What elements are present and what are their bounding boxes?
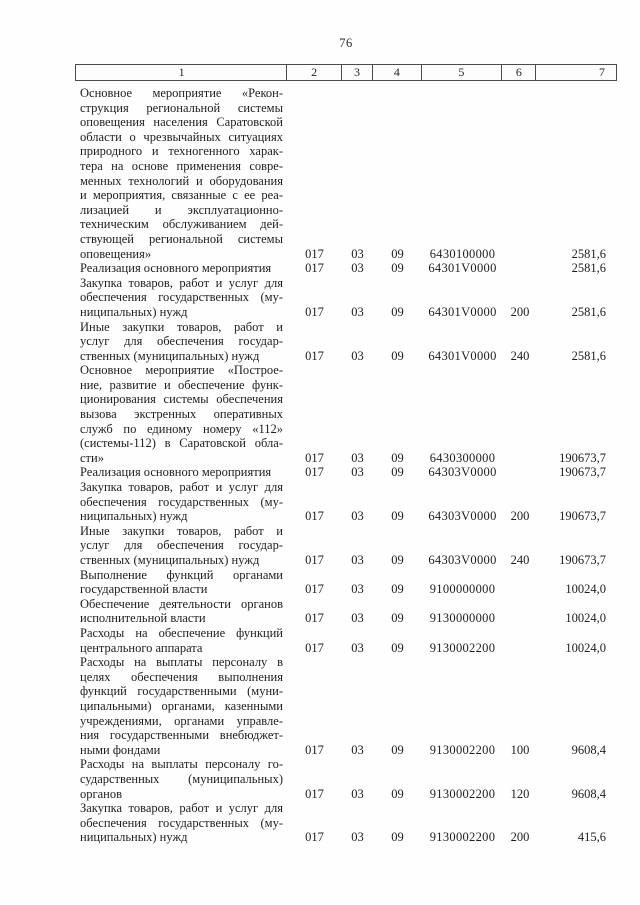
description-line: функций государственными (муни- xyxy=(80,684,283,699)
amount-cell: 190673,7 xyxy=(559,465,606,480)
description-line: Иные закупки товаров, работ и xyxy=(80,319,283,334)
table-row xyxy=(75,465,617,480)
description-line: струкция региональной системы xyxy=(80,100,283,115)
header-cell-5: 5 xyxy=(422,65,503,80)
agency-code-cell: 017 xyxy=(305,553,324,567)
amount-cell: 9608,4 xyxy=(571,786,606,801)
description-line: центрального аппарата xyxy=(80,640,203,655)
header-cell-7: 7 xyxy=(599,65,606,79)
description-line: Расходы на выплаты персоналу в xyxy=(80,655,283,670)
target-article-cell: 9130002200 xyxy=(429,786,496,801)
subsection-code-cell: 09 xyxy=(391,611,404,626)
description-line: обеспечения государственных (му- xyxy=(80,290,283,305)
header-cell-2: 2 xyxy=(287,65,342,80)
description-line: Иные закупки товаров, работ и xyxy=(80,523,283,538)
target-article-cell: 9130002200 xyxy=(429,742,496,757)
description-line: обеспечения государственных (му- xyxy=(80,815,283,830)
target-article-cell: 9130000000 xyxy=(429,611,496,626)
subsection-code-cell: 09 xyxy=(391,246,404,261)
description-line: ными фондами xyxy=(80,742,161,757)
subsection-code-cell: 09 xyxy=(391,830,404,845)
description-cell xyxy=(75,524,287,568)
section-code-cell: 03 xyxy=(351,611,364,626)
amount-cell: 190673,7 xyxy=(559,509,606,524)
description-cell xyxy=(75,626,287,655)
description-line: оповещения населения Саратовской xyxy=(80,115,283,130)
subsection-code-cell: 09 xyxy=(391,261,404,276)
amount-cell: 190673,7 xyxy=(559,450,606,465)
table-row xyxy=(75,524,617,568)
amount-cell: 2581,6 xyxy=(571,348,606,363)
header-cell-4: 4 xyxy=(373,65,422,80)
agency-code-cell: 017 xyxy=(305,304,324,319)
table-row xyxy=(75,801,617,845)
agency-code-cell: 017 xyxy=(305,786,324,801)
amount-cell: 415,6 xyxy=(577,830,606,845)
section-code-cell: 03 xyxy=(351,553,364,567)
section-code-cell: 03 xyxy=(351,304,364,319)
agency-code-cell: 017 xyxy=(305,830,324,845)
target-article-cell: 9130002200 xyxy=(429,640,496,655)
subsection-code-cell: 09 xyxy=(391,582,404,597)
subsection-code-cell: 09 xyxy=(391,742,404,757)
expense-type-cell: 200 xyxy=(510,304,530,319)
agency-code-cell: 017 xyxy=(305,640,324,655)
table-body xyxy=(75,81,617,845)
amount-cell: 10024,0 xyxy=(565,640,606,655)
table-row xyxy=(75,261,617,276)
description-line: Реализация основного мероприятия xyxy=(80,465,272,480)
description-line: Закупка товаров, работ и услуг для xyxy=(80,801,283,816)
description-line: ниципальных) нужд xyxy=(80,304,188,319)
expense-type-cell: 240 xyxy=(510,553,530,567)
description-cell xyxy=(75,597,287,626)
target-article-cell: 64303V0000 xyxy=(428,465,497,480)
description-line: исполнительной власти xyxy=(80,611,206,626)
description-line: органов xyxy=(80,786,123,801)
table-row xyxy=(75,480,617,524)
agency-code-cell: 017 xyxy=(305,246,324,261)
description-cell xyxy=(75,568,287,597)
description-line: государственной власти xyxy=(80,582,208,597)
description-cell xyxy=(75,465,287,480)
description-cell xyxy=(75,261,287,276)
subsection-code-cell: 09 xyxy=(391,450,404,465)
section-code-cell: 03 xyxy=(351,582,364,597)
description-line: области о чрезвычайных ситуациях xyxy=(80,129,283,144)
description-line: тера на основе применения совре- xyxy=(80,158,283,173)
description-cell xyxy=(75,86,287,261)
target-article-cell: 9130002200 xyxy=(429,830,496,845)
agency-code-cell: 017 xyxy=(305,450,324,465)
amount-cell: 10024,0 xyxy=(565,582,606,597)
section-code-cell: 03 xyxy=(351,786,364,801)
agency-code-cell: 017 xyxy=(305,611,324,626)
description-line: вызова экстренных оперативных xyxy=(80,407,283,422)
section-code-cell: 03 xyxy=(351,830,364,845)
expense-type-cell: 200 xyxy=(510,830,530,845)
target-article-cell: 64301V0000 xyxy=(428,261,497,276)
description-line: ственных (муниципальных) нужд xyxy=(80,553,260,567)
table-row xyxy=(75,655,617,757)
section-code-cell: 03 xyxy=(351,261,364,276)
description-cell xyxy=(75,480,287,524)
description-line: услуг для обеспечения государ- xyxy=(80,538,283,553)
amount-cell: 190673,7 xyxy=(559,553,606,567)
description-line: Выполнение функций органами xyxy=(80,567,283,582)
description-line: техническим обслуживанием дей- xyxy=(80,217,283,232)
subsection-code-cell: 09 xyxy=(391,348,404,363)
table-row xyxy=(75,626,617,655)
subsection-code-cell: 09 xyxy=(391,465,404,480)
expense-type-cell: 100 xyxy=(510,742,530,757)
header-cell-6: 6 xyxy=(502,65,536,80)
amount-cell: 9608,4 xyxy=(571,742,606,757)
description-cell xyxy=(75,801,287,845)
description-line: менных технологий и оборудования xyxy=(80,173,283,188)
header-cell-1: 1 xyxy=(76,65,287,80)
table-row xyxy=(75,86,617,261)
target-article-cell: 64303V0000 xyxy=(428,509,497,524)
description-line: сти» xyxy=(80,450,104,465)
description-line: Расходы на выплаты персоналу го- xyxy=(80,757,283,772)
table-row xyxy=(75,320,617,364)
target-article-cell: 64303V0000 xyxy=(428,553,497,567)
header-cell-3: 3 xyxy=(342,65,373,80)
description-line: услуг для обеспечения государ- xyxy=(80,334,283,349)
table-row xyxy=(75,757,617,801)
description-line: ниципальных) нужд xyxy=(80,830,188,845)
expense-type-cell: 200 xyxy=(510,509,530,524)
budget-table xyxy=(75,64,617,845)
subsection-code-cell: 09 xyxy=(391,640,404,655)
agency-code-cell: 017 xyxy=(305,509,324,524)
table-header-row xyxy=(75,64,617,81)
description-line: оповещения» xyxy=(80,246,152,261)
amount-cell: 2581,6 xyxy=(571,246,606,261)
target-article-cell: 6430100000 xyxy=(429,246,496,261)
agency-code-cell: 017 xyxy=(305,582,324,597)
description-cell xyxy=(75,655,287,757)
description-line: обеспечения государственных (му- xyxy=(80,494,283,509)
target-article-cell: 9100000000 xyxy=(429,582,496,597)
agency-code-cell: 017 xyxy=(305,348,324,363)
expense-type-cell: 240 xyxy=(510,348,530,363)
agency-code-cell: 017 xyxy=(305,465,324,480)
table-row xyxy=(75,597,617,626)
description-line: природного и техногенного харак- xyxy=(80,144,283,159)
subsection-code-cell: 09 xyxy=(391,553,404,567)
description-line: Основное мероприятие «Рекон- xyxy=(80,86,283,100)
description-line: ционирования системы обеспечения xyxy=(80,392,283,407)
description-cell xyxy=(75,320,287,364)
description-line: Закупка товаров, работ и услуг для xyxy=(80,275,283,290)
description-line: ципальными) органами, казенными xyxy=(80,698,283,713)
target-article-cell: 64301V0000 xyxy=(428,304,497,319)
description-line: (системы-112) в Саратовской обла- xyxy=(80,436,283,451)
description-line: сударственных (муниципальных) xyxy=(80,771,283,786)
description-line: лизацией и эксплуатационно- xyxy=(80,202,283,217)
description-line: Расходы на обеспечение функций xyxy=(80,625,283,640)
description-line: Обеспечение деятельности органов xyxy=(80,596,283,611)
section-code-cell: 03 xyxy=(351,509,364,524)
section-code-cell: 03 xyxy=(351,348,364,363)
amount-cell: 2581,6 xyxy=(571,261,606,276)
description-cell xyxy=(75,363,287,465)
amount-cell: 2581,6 xyxy=(571,304,606,319)
amount-cell: 10024,0 xyxy=(565,611,606,626)
description-line: ственных (муниципальных) нужд xyxy=(80,348,260,363)
description-line: Закупка товаров, работ и услуг для xyxy=(80,480,283,495)
description-line: учреждениями, органами управле- xyxy=(80,713,283,728)
description-line: ния государственными внебюджет- xyxy=(80,728,283,743)
expense-type-cell: 120 xyxy=(510,786,530,801)
subsection-code-cell: 09 xyxy=(391,786,404,801)
table-row xyxy=(75,568,617,597)
subsection-code-cell: 09 xyxy=(391,304,404,319)
description-line: Реализация основного мероприятия xyxy=(80,261,272,276)
description-line: Основное мероприятие «Построе- xyxy=(80,363,283,378)
section-code-cell: 03 xyxy=(351,450,364,465)
description-line: и мероприятия, связанные с ее реа- xyxy=(80,188,283,203)
page-number: 76 xyxy=(339,36,353,50)
description-line: служб по единому номеру «112» xyxy=(80,421,283,436)
section-code-cell: 03 xyxy=(351,246,364,261)
section-code-cell: 03 xyxy=(351,640,364,655)
description-line: ниципальных) нужд xyxy=(80,509,188,524)
agency-code-cell: 017 xyxy=(305,742,324,757)
description-line: ние, развитие и обеспечение функ- xyxy=(80,377,283,392)
description-line: ствующей региональной системы xyxy=(80,231,283,246)
description-line: целях обеспечения выполнения xyxy=(80,669,283,684)
table-row xyxy=(75,363,617,465)
table-row xyxy=(75,276,617,320)
target-article-cell: 6430300000 xyxy=(429,450,496,465)
agency-code-cell: 017 xyxy=(305,261,324,276)
section-code-cell: 03 xyxy=(351,742,364,757)
target-article-cell: 64301V0000 xyxy=(428,348,497,363)
description-cell xyxy=(75,757,287,801)
section-code-cell: 03 xyxy=(351,465,364,480)
description-cell xyxy=(75,276,287,320)
subsection-code-cell: 09 xyxy=(391,509,404,524)
